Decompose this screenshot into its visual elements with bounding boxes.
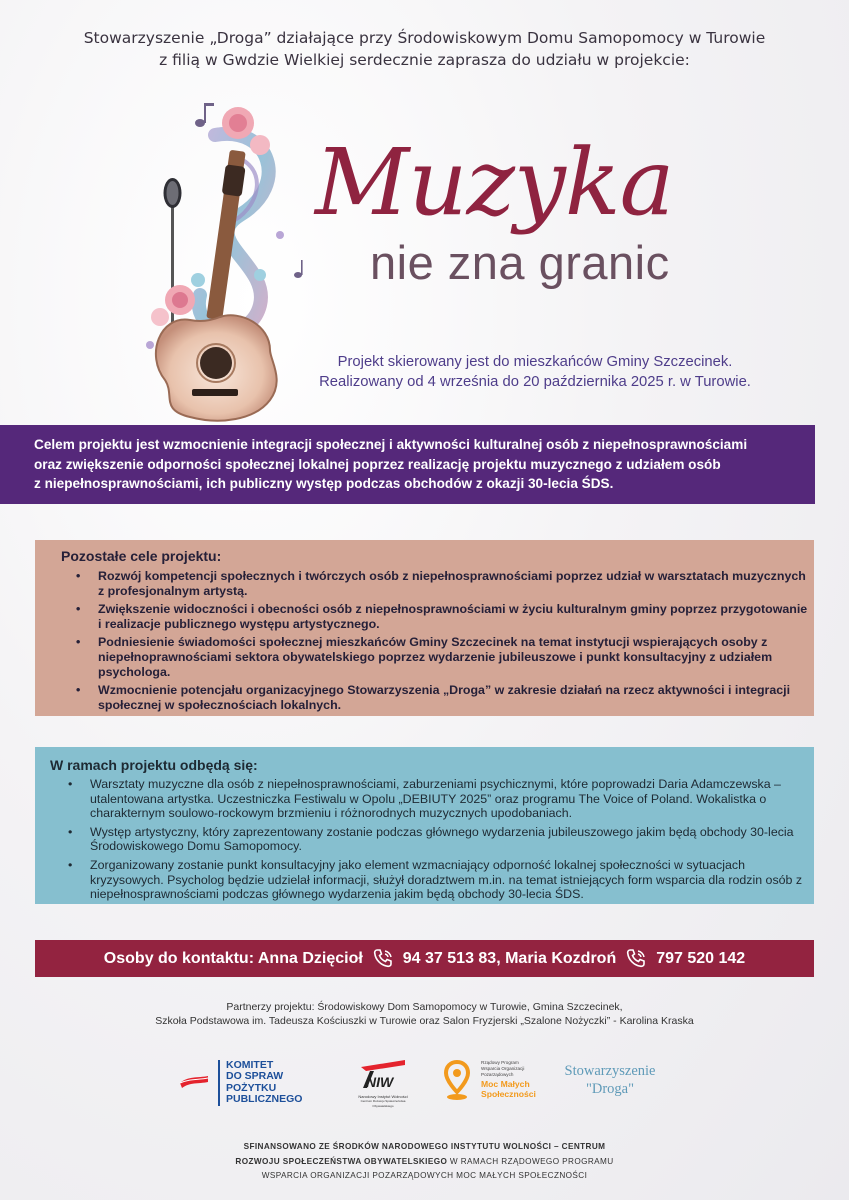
intro-line-2: Realizowany od 4 września do 20 października 2025 r. w Turowie. (319, 374, 751, 390)
footer-line-3: WSPARCIA ORGANIZACJI POZARZĄDOWYCH MOC MAŁYCH SPOŁECZNOŚCI (261, 1171, 588, 1180)
list-item: • Podniesienie świadomości społecznej mieszkańców Gminy Szczecinek na temat instytucji wspierających osoby z niepełnoprawnościami sektora obywatelskiego poprzez wydarzenie jubileuszowe i punkt konsultacyjny z udziałem psychologa. (76, 635, 773, 679)
niw-name: Narodowy Instytut Wolności (358, 1094, 408, 1099)
footer-line-1: SFINANSOWANO ZE ŚRODKÓW NARODOWEGO INSTYTUTU WOLNOŚCI – CENTRUM (243, 1142, 606, 1151)
niw-subtitle: Centrum Rozwoju Społeczeństwa Obywatelskiego (360, 1099, 406, 1108)
partners-line-2: Szkoła Podstawowa im. Tadeusza Kościuszki w Turowie oraz Salon Fryzjerski „Szalone Nożyczki” - Karolina Kraska (155, 1015, 694, 1027)
title-script: Muzyka (315, 129, 674, 236)
goal-line-2: oraz zwiększenie odporności społecznej lokalnej poprzez realizację projektu muzycznego z udziałem osób (34, 456, 721, 472)
funding-footer (0, 1140, 849, 1184)
goal-line-1: Celem projektu jest wzmocnienie integracji społecznej i aktywności kulturalnej osób z niepełnosprawnościami (34, 437, 748, 452)
footer-line-2-bold: ROZWOJU SPOŁECZEŃSTWA OBYWATELSKIEGO (235, 1156, 448, 1166)
organizer-invitation (0, 27, 849, 71)
contact-phone-2: 797 520 142 (656, 949, 746, 967)
list-item: • Rozwój kompetencji społecznych i twórczych osób z niepełnosprawnościami poprzez udział w warsztatach muzycznych z profesjonalnym artystą. (76, 569, 806, 598)
phone-icon (371, 947, 395, 971)
footer-line-2-rest: W RAMACH RZĄDOWEGO PROGRAMU (447, 1156, 614, 1166)
guitar-body (156, 315, 277, 420)
other-goals-box (35, 540, 814, 716)
partners-line-1: Partnerzy projektu: Środowiskowy Dom Samopomocy w Turowie, Gmina Szczecinek, (226, 1001, 623, 1013)
mms-small-2: Wsparcia Organizacji (481, 1066, 525, 1071)
list-item: • Zwiększenie widoczności i obecności osób z niepełnosprawnościami w życiu kulturalnym gminy poprzez przygotowanie i realizacje publicznego występu artystycznego. (76, 602, 808, 631)
contact-phone-1: 94 37 513 83, Maria Kozdroń (402, 949, 617, 967)
niw-logo (352, 1057, 414, 1107)
komitet-logo (178, 1060, 318, 1108)
list-item: • Wzmocnienie potencjału organizacyjnego Stowarzyszenia „Droga” w zakresie działań na rzecz aktywności i integracji społecznej w społecznościach lokalnych. (76, 683, 791, 712)
mms-big-1: Moc Małych (481, 1079, 530, 1089)
mms-big-2: Społeczności (481, 1088, 536, 1099)
project-intro (300, 352, 770, 392)
project-partners (0, 1000, 849, 1028)
header-line-1: Stowarzyszenie „Droga” działające przy Środowiskowym Domu Samopomocy w Turowie (83, 29, 766, 47)
other-goals-heading: Pozostałe cele projektu: (61, 548, 222, 564)
komitet-line-1: KOMITET (226, 1059, 274, 1071)
niw-acronym: NIW (366, 1074, 394, 1090)
droga-line-2: "Droga" (585, 1081, 635, 1097)
bullet-icon: • (68, 824, 73, 839)
activities-box (35, 747, 814, 904)
bullet-icon: • (76, 635, 81, 650)
komitet-line-3: POŻYTKU (226, 1081, 277, 1094)
header-line-2: z filią w Gwdzie Wielkiej serdecznie zaprasza do udziału w projekcie: (159, 51, 690, 69)
komitet-line-4: PUBLICZNEGO (226, 1092, 303, 1105)
bullet-icon: • (68, 777, 73, 791)
mms-small-1: Rządowy Program (481, 1060, 519, 1065)
droga-logo (562, 1062, 658, 1102)
location-pin-icon (444, 1060, 470, 1102)
mms-small-3: Pozarządowych (481, 1072, 514, 1077)
sponsor-logos (0, 1055, 849, 1115)
goal-line-3: z niepełnosprawnościami, ich publiczny występ podczas obchodów z okazji 30-lecia ŚDS. (34, 476, 614, 491)
activities-list (68, 777, 814, 902)
bullet-icon: • (76, 569, 81, 583)
droga-line-1: Stowarzyszenie (564, 1063, 656, 1079)
list-item: • Zorganizowany zostanie punkt konsultacyjny jako element wzmacniający odporność lokalnej społeczności w sytuacjach kryzysowych. Psycholog będzie udzielał informacji, służył doradztwem m.in. na temat istniejących form wsparcia dla rodzin osób z niepełnosprawnościami podczas głównego wydarzenia jakim będą obchody 30-lecia ŚDS. (68, 857, 803, 902)
activities-heading: W ramach projektu odbędą się: (50, 757, 258, 773)
intro-line-1: Projekt skierowany jest do mieszkańców Gminy Szczecinek. (337, 354, 733, 370)
list-item: • Występ artystyczny, który zaprezentowany zostanie podczas głównego wydarzenia jubileuszowego jakim będą obchody 30-lecia Środowiskowego Domu Samopomocy. (68, 824, 794, 854)
contact-band (35, 940, 814, 977)
title-subtitle: nie zna granic (370, 236, 670, 289)
phone-icon (624, 947, 648, 971)
flag-icon (178, 1074, 210, 1092)
bullet-icon: • (76, 602, 81, 617)
bullet-icon: • (76, 683, 81, 698)
moc-malych-spolecznosci-logo (444, 1058, 544, 1108)
contact-label: Osoby do kontaktu: Anna Dzięcioł (103, 949, 363, 967)
komitet-line-2: DO SPRAW (226, 1070, 284, 1083)
other-goals-list (76, 569, 814, 712)
main-goal-band (0, 425, 815, 504)
bullet-icon: • (68, 857, 73, 872)
list-item: • Warsztaty muzyczne dla osób z niepełnosprawnościami, zaburzeniami psychicznymi, które poprowadzi Daria Adamczewska – utalentowana artystka. Uczestniczka Festiwalu w Opolu „DEBIUTY 2025” oraz programu The Voice of Poland. Wokalistka o charakternym soulowo-rockowym brzmieniu i różnorodnych muzycznych upodobaniach. (68, 777, 781, 821)
